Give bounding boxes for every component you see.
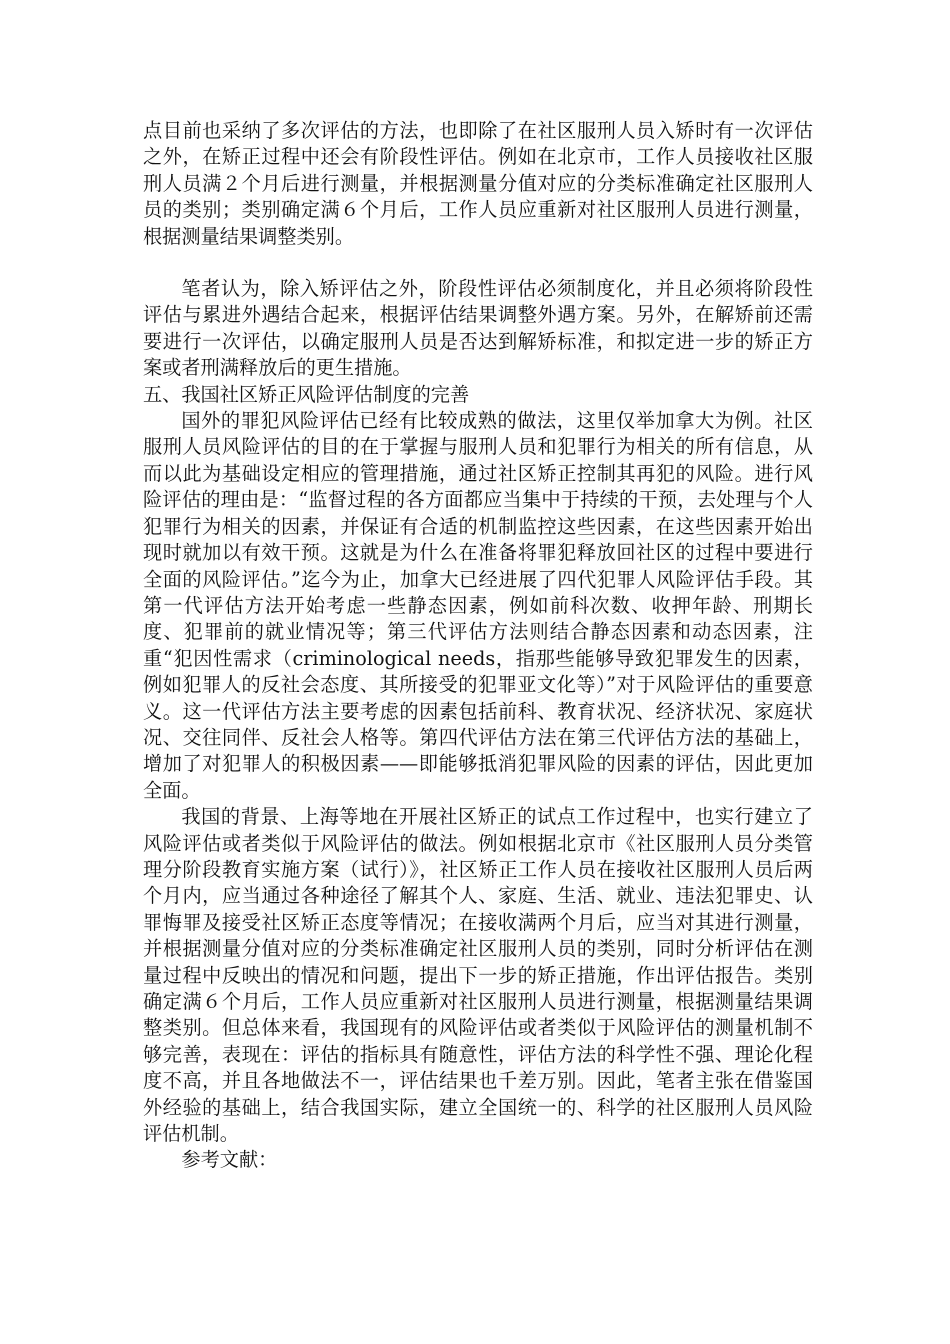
paragraph-author-opinion: 笔者认为，除入矫评估之外，阶段性评估必须制度化，并且必须将阶段性评估与累进外遇结合起来，根据评估结果调整外遇方案。另外，在解矫前还需要进行一次评估，以确定服刑人员是否达到解矫标准，和拟定进一步的矫正方案或者刑满释放后的更生措施。	[143, 277, 813, 380]
document-body	[143, 118, 813, 1174]
paragraph-evaluation-stages: 点目前也采纳了多次评估的方法，也即除了在社区服刑人员入矫时有一次评估之外，在矫正过程中还会有阶段性评估。例如在北京市，工作人员接收社区服刑人员满２个月后进行测量，并根据测量分值对应的分类标准确定社区服刑人员的类别；类别确定满６个月后，工作人员应重新对社区服刑人员进行测量，根据测量结果调整类别。	[143, 119, 813, 248]
references-label: 参考文献：	[181, 1148, 278, 1172]
paragraph-foreign-practice: 国外的罪犯风险评估已经有比较成熟的做法，这里仅举加拿大为例。社区服刑人员风险评估的目的在于掌握与服刑人员和犯罪行为相关的所有信息，从而以此为基础设定相应的管理措施，通过社区矫正控制其再犯的风险。进行风险评估的理由是：“监督过程的各方面都应当集中于持续的干预，去处理与个人犯罪行为相关的因素，并保证有合适的机制监控这些因素，在这些因素开始出现时就加以有效干预。这就是为什么在准备将罪犯释放回社区的过程中要进行全面的风险评估。”迄今为止，加拿大已经进展了四代犯罪人风险评估手段。其第一代评估方法开始考虑一些静态因素，例如前科次数、收押年龄、刑期长度、犯罪前的就业情况等；第三代评估方法则结合静态因素和动态因素，注重“犯因性需求（criminological needs，指那些能够导致犯罪发生的因素，例如犯罪人的反社会态度、其所接受的犯罪亚文化等）”对于风险评估的重要意义。这一代评估方法主要考虑的因素包括前科、教育状况、经济状况、家庭状况、交往同伴、反社会人格等。第四代评估方法在第三代评估方法的基础上，增加了对犯罪人的积极因素——即能够抵消犯罪风险的因素的评估，因此更加全面。	[143, 409, 813, 802]
section-heading: 五、我国社区矫正风险评估制度的完善	[143, 382, 470, 406]
paragraph-domestic-practice: 我国的背景、上海等地在开展社区矫正的试点工作过程中，也实行建立了风险评估或者类似于风险评估的做法。例如根据北京市《社区服刑人员分类管理分阶段教育实施方案（试行）》，社区矫正工作人员在接收社区服刑人员后两个月内，应当通过各种途径了解其个人、家庭、生活、就业、违法犯罪史、认罪悔罪及接受社区矫正态度等情况；在接收满两个月后，应当对其进行测量，并根据测量分值对应的分类标准确定社区服刑人员的类别，同时分析评估在测量过程中反映出的情况和问题，提出下一步的矫正措施，作出评估报告。类别确定满６个月后，工作人员应重新对社区服刑人员进行测量，根据测量结果调整类别。但总体来看，我国现有的风险评估或者类似于风险评估的测量机制不够完善，表现在：评估的指标具有随意性，评估方法的科学性不强、理论化程度不高，并且各地做法不一，评估结果也千差万别。因此，笔者主张在借鉴国外经验的基础上，结合我国实际，建立全国统一的、科学的社区服刑人员风险评估机制。	[143, 805, 813, 1146]
